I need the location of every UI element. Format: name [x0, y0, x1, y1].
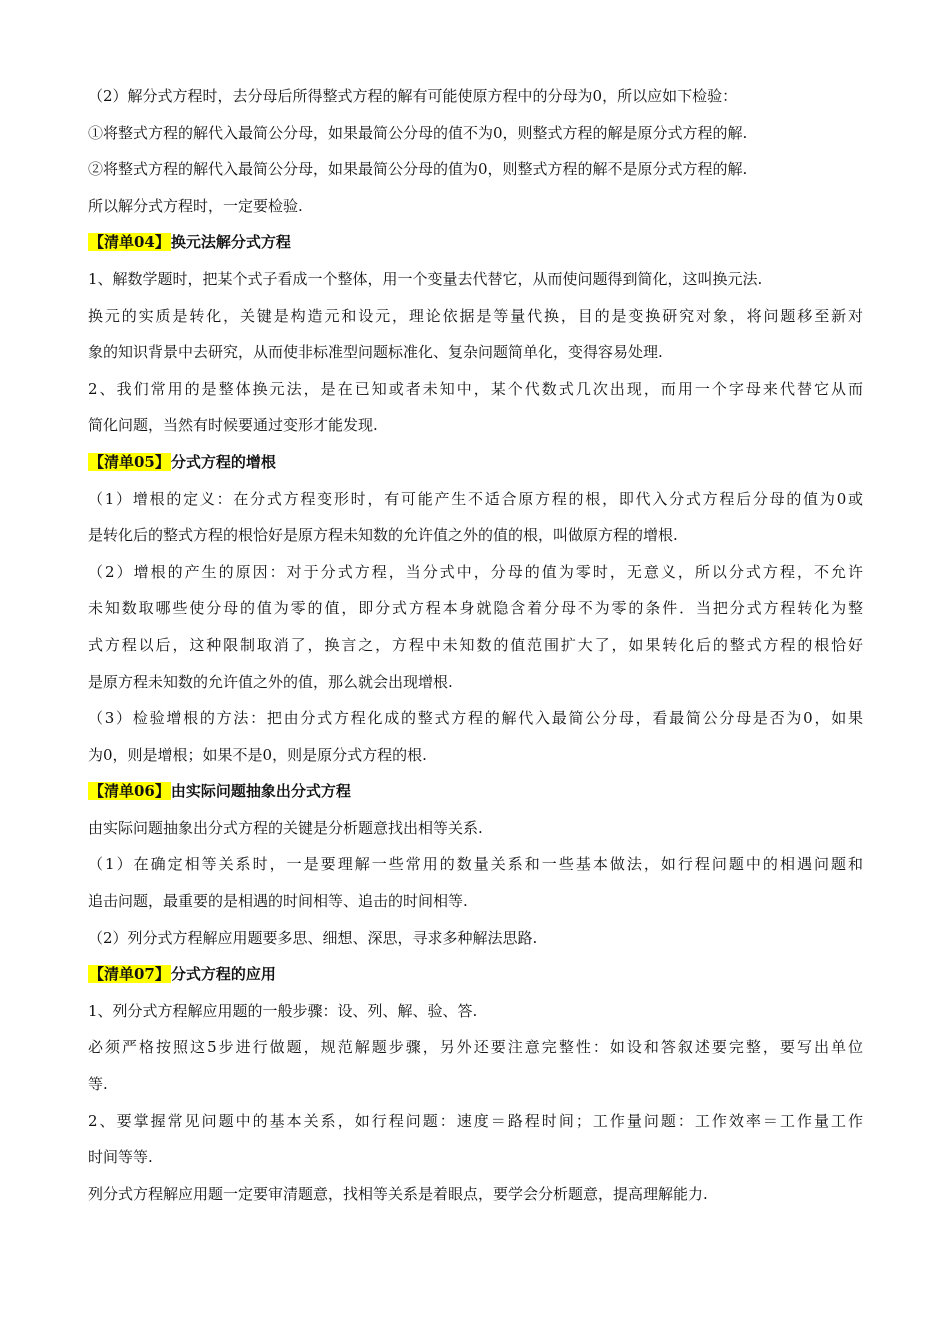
text-line: ②将整式方程的解代入最简公分母，如果最简公分母的值为0，则整式方程的解不是原分式方程的解.	[88, 160, 748, 179]
section-tag: 【清单06】	[89, 782, 170, 801]
text-line: 由实际问题抽象出分式方程的关键是分析题意找出相等关系.	[88, 818, 483, 837]
section-tag: 【清单04】	[89, 233, 170, 252]
text-line: （3）检验增根的方法：把由分式方程化成的整式方程的解代入最简公分母，看最简公分母是否为0，如果	[88, 709, 863, 728]
text-line: 所以解分式方程时，一定要检验.	[88, 196, 303, 215]
text-line: 追击问题，最重要的是相遇的时间相等、追击的时间相等.	[88, 892, 468, 911]
section-heading-05	[88, 452, 863, 472]
text-line: （2）列分式方程解应用题要多思、细想、深思，寻求多种解法思路.	[88, 928, 538, 947]
text-line: 时间等等.	[88, 1148, 153, 1167]
text-line: 简化问题，当然有时候要通过变形才能发现.	[88, 416, 378, 435]
section-title: 分式方程的应用	[170, 965, 276, 984]
section-tag: 【清单07】	[89, 965, 170, 984]
text-line: 象的知识背景中去研究，从而使非标准型问题标准化、复杂问题简单化，变得容易处理.	[88, 343, 663, 362]
text-line: 列分式方程解应用题一定要审清题意，找相等关系是着眼点，要学会分析题意，提高理解能力.	[88, 1184, 708, 1203]
text-line: 换元的实质是转化，关键是构造元和设元，理论依据是等量代换，目的是变换研究对象，将问题移至新对	[88, 306, 863, 325]
text-line: 必须严格按照这5步进行做题，规范解题步骤，另外还要注意完整性：如设和答叙述要完整，要写出单位	[88, 1038, 863, 1057]
text-line: 等.	[88, 1075, 108, 1094]
text-line: 为0，则是增根；如果不是0，则是原分式方程的根.	[88, 745, 427, 764]
text-line: 1、列分式方程解应用题的一般步骤：设、列、解、验、答.	[88, 1001, 478, 1020]
text-line: 2、我们常用的是整体换元法，是在已知或者未知中，某个代数式几次出现，而用一个字母来代替它从而	[88, 379, 863, 398]
section-heading-04	[88, 232, 863, 252]
text-line: 1、解数学题时，把某个式子看成一个整体，用一个变量去代替它，从而使问题得到简化，这叫换元法.	[88, 269, 763, 288]
section-tag: 【清单05】	[89, 452, 170, 471]
text-line: 2、要掌握常见问题中的基本关系，如行程问题：速度＝路程时间；工作量问题：工作效率＝工作量工作	[88, 1111, 863, 1130]
section-title: 换元法解分式方程	[170, 233, 291, 252]
section-title: 分式方程的增根	[170, 452, 276, 471]
text-line: （2）增根的产生的原因：对于分式方程，当分式中，分母的值为零时，无意义，所以分式方程，不允许	[88, 562, 863, 581]
text-line: （1）在确定相等关系时，一是要理解一些常用的数量关系和一些基本做法，如行程问题中的相遇问题和	[88, 855, 863, 874]
text-line: 未知数取哪些使分母的值为零的值，即分式方程本身就隐含着分母不为零的条件．当把分式方程转化为整	[88, 599, 863, 618]
section-heading-06	[88, 781, 863, 801]
text-line: （2）解分式方程时，去分母后所得整式方程的解有可能使原方程中的分母为0，所以应如下检验：	[88, 87, 738, 105]
document-page	[88, 86, 863, 1220]
section-title: 由实际问题抽象出分式方程	[170, 782, 351, 801]
section-heading-07	[88, 964, 863, 984]
text-line: 是转化后的整式方程的根恰好是原方程未知数的允许值之外的值的根，叫做原方程的增根.	[88, 526, 678, 545]
text-line: 式方程以后，这种限制取消了，换言之，方程中未知数的值范围扩大了，如果转化后的整式方程的根恰好	[88, 635, 863, 654]
text-line: （1）增根的定义：在分式方程变形时，有可能产生不适合原方程的根，即代入分式方程后分母的值为0或	[88, 489, 863, 508]
text-line: 是原方程未知数的允许值之外的值，那么就会出现增根.	[88, 672, 453, 691]
text-line: ①将整式方程的解代入最简公分母，如果最简公分母的值不为0，则整式方程的解是原分式方程的解.	[88, 123, 748, 142]
